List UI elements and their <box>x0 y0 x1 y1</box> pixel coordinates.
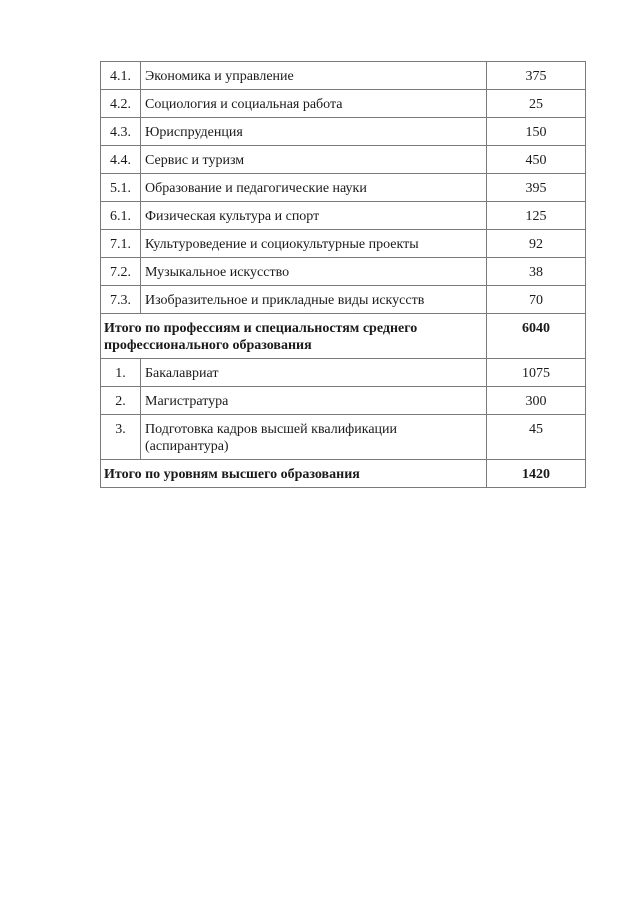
total-higher-value: 1420 <box>487 460 586 488</box>
total-spo-value: 6040 <box>487 314 586 359</box>
row-value: 300 <box>487 387 586 415</box>
row-number: 3. <box>101 415 141 460</box>
row-specialty: Культуроведение и социокультурные проекты <box>141 230 487 258</box>
total-row-spo <box>101 314 586 359</box>
table-row <box>101 174 586 202</box>
row-value: 375 <box>487 62 586 90</box>
row-specialty: Сервис и туризм <box>141 146 487 174</box>
row-number: 4.1. <box>101 62 141 90</box>
row-value: 25 <box>487 90 586 118</box>
row-number: 5.1. <box>101 174 141 202</box>
total-higher-label: Итого по уровням высшего образования <box>101 460 487 488</box>
row-value: 125 <box>487 202 586 230</box>
row-specialty: Юриспруденция <box>141 118 487 146</box>
row-number: 7.3. <box>101 286 141 314</box>
row-level: Подготовка кадров высшей квалификации (аспирантура) <box>141 415 487 460</box>
row-value: 92 <box>487 230 586 258</box>
row-number: 1. <box>101 359 141 387</box>
row-level: Магистратура <box>141 387 487 415</box>
table-row <box>101 359 586 387</box>
row-specialty: Экономика и управление <box>141 62 487 90</box>
table-row <box>101 202 586 230</box>
table-row <box>101 90 586 118</box>
total-spo-label: Итого по профессиям и специальностям среднего профессионального образования <box>101 314 487 359</box>
table-row <box>101 230 586 258</box>
table-row <box>101 286 586 314</box>
row-value: 38 <box>487 258 586 286</box>
row-number: 4.3. <box>101 118 141 146</box>
row-specialty: Образование и педагогические науки <box>141 174 487 202</box>
table-row <box>101 415 586 460</box>
row-number: 4.4. <box>101 146 141 174</box>
row-value: 70 <box>487 286 586 314</box>
row-value: 395 <box>487 174 586 202</box>
row-specialty: Музыкальное искусство <box>141 258 487 286</box>
row-number: 7.2. <box>101 258 141 286</box>
enrollment-table <box>100 61 586 488</box>
table-row <box>101 387 586 415</box>
row-value: 45 <box>487 415 586 460</box>
table-row <box>101 258 586 286</box>
row-level: Бакалавриат <box>141 359 487 387</box>
total-row-higher <box>101 460 586 488</box>
table-row <box>101 146 586 174</box>
row-number: 4.2. <box>101 90 141 118</box>
row-number: 7.1. <box>101 230 141 258</box>
row-value: 1075 <box>487 359 586 387</box>
table-row <box>101 62 586 90</box>
row-specialty: Социология и социальная работа <box>141 90 487 118</box>
row-specialty: Изобразительное и прикладные виды искусств <box>141 286 487 314</box>
table-row <box>101 118 586 146</box>
row-number: 2. <box>101 387 141 415</box>
row-number: 6.1. <box>101 202 141 230</box>
row-specialty: Физическая культура и спорт <box>141 202 487 230</box>
row-value: 150 <box>487 118 586 146</box>
row-value: 450 <box>487 146 586 174</box>
